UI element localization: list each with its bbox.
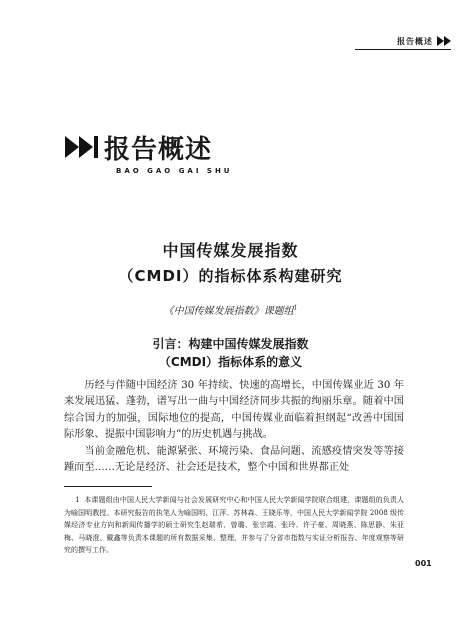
article-title-line2: （CMDI）的指标体系构建研究 bbox=[118, 267, 343, 285]
double-right-arrow-icon bbox=[437, 36, 451, 46]
page-number: 001 bbox=[415, 559, 432, 568]
footnote bbox=[64, 494, 404, 557]
article-title-line1: 中国传媒发展指数 bbox=[162, 241, 299, 260]
section-heading bbox=[65, 130, 212, 164]
running-header bbox=[355, 35, 451, 50]
footnote-text: 本课题组由中国人民大学新闻与社会发展研究中心和中国人民大学新闻学院联合组建，课题组的负责人为喻国明教授。本研究报告的执笔人为喻国明、江萍、苏林森、王晓乐等，中国人民大学新闻学院 2008 级传媒经济专业方向和新闻传播学的硕士研究生赵瑞希、曾璐、张宗霞、张玲、许子豪、周晓燕、陈思静、朱亚梅、马晓澄、戴鑫等负责本课题的所有数据采集、整理，并参与了分省市指数与实证分析报告、年度观察等研究的撰写工作。 bbox=[64, 496, 405, 554]
double-right-arrow-bar-icon bbox=[65, 136, 98, 158]
section-title: 报告概述 bbox=[104, 134, 213, 165]
article-byline bbox=[0, 302, 461, 317]
footnote-mark: 1 bbox=[75, 496, 80, 504]
byline-text: 《中国传媒发展指数》课题组 bbox=[163, 306, 294, 317]
body-paragraph: 历经与伴随中国经济 30 年持续、快速的高增长，中国传媒业近 30 年来发展迅猛、蓬勃，谱写出一曲与中国经济同步共振的绚丽乐章。随着中国综合国力的加强，国际地位的提高，中国传媒业面临着担纲起“改善中国国际形象、提振中国影响力”的历史机遇与挑战。 bbox=[64, 380, 404, 441]
subtitle-line2: （CMDI）指标体系的意义 bbox=[158, 355, 303, 369]
footnote-divider bbox=[64, 486, 152, 487]
running-header-label: 报告概述 bbox=[397, 36, 433, 46]
section-pinyin: BAO GAO GAI SHU bbox=[116, 167, 233, 175]
subtitle-line1: 引言：构建中国传媒发展指数 bbox=[152, 337, 309, 351]
byline-footnote-mark: 1 bbox=[293, 304, 298, 312]
body-text bbox=[64, 378, 404, 476]
body-paragraph: 当前金融危机、能源紧张、环境污染、食品问题、流感疫情突发等等接踵而至……无论是经济、社会还是技术，整个中国和世界都正处 bbox=[64, 445, 404, 474]
